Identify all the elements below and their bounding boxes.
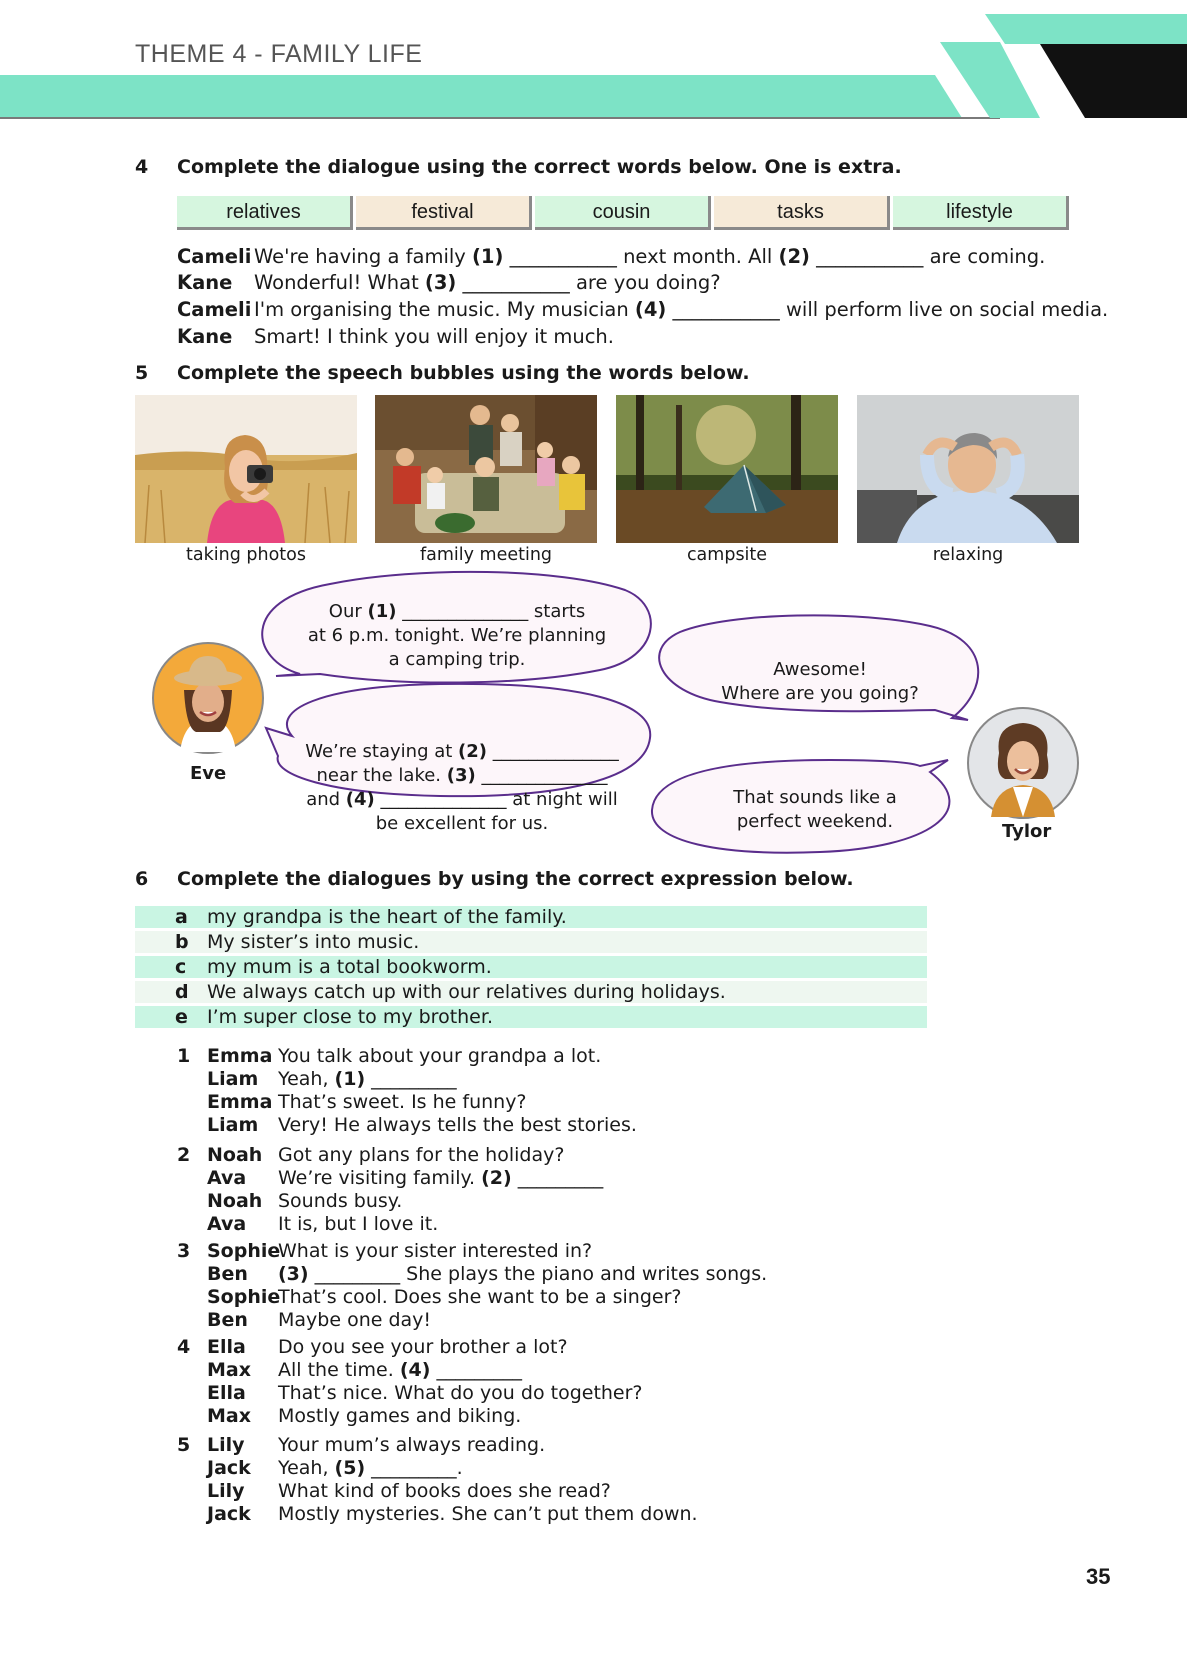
dialogue-speaker: Ben xyxy=(207,1309,248,1331)
eve-name: Eve xyxy=(190,763,227,784)
ex5-number: 5 xyxy=(135,362,149,384)
expression-e: e I’m super close to my brother. xyxy=(135,1006,927,1028)
dialogue-line: That’s cool. Does she want to be a singer? xyxy=(278,1286,682,1308)
dialogue-speaker: Liam xyxy=(207,1114,259,1136)
ex4-line-2: Kane Wonderful! What (3) ___________ are you doing? xyxy=(177,271,721,294)
dialogue-speaker: Emma xyxy=(207,1091,273,1113)
dialogue-line: Maybe one day! xyxy=(278,1309,432,1331)
dialogue-speaker: Noah xyxy=(207,1190,263,1212)
dialogue-line: Sounds busy. xyxy=(278,1190,403,1212)
caption-campsite: campsite xyxy=(686,545,768,565)
ex4-instruction: Complete the dialogue using the correct words below. One is extra. xyxy=(177,156,902,178)
word-box-festival: festival xyxy=(356,196,532,230)
header-band xyxy=(0,75,962,118)
header-dark-block xyxy=(1040,44,1187,118)
expression-d: d We always catch up with our relatives during holidays. xyxy=(135,981,927,1003)
dialogue-line: Got any plans for the holiday? xyxy=(278,1144,565,1166)
bubble-1-text: Our (1) ______________ starts at 6 p.m. tonight. We’re planning a camping trip. xyxy=(307,601,607,670)
ex6-instruction: Complete the dialogues by using the correct expression below. xyxy=(177,868,854,890)
dialogue-line: It is, but I love it. xyxy=(278,1213,439,1235)
caption-family-meeting: family meeting xyxy=(419,545,553,565)
expression-a: a my grandpa is the heart of the family. xyxy=(135,906,927,928)
expression-b: b My sister’s into music. xyxy=(135,931,927,953)
word-box-cousin: cousin xyxy=(535,196,711,230)
speaker: Kane xyxy=(177,325,233,348)
dialogue-speaker: Emma xyxy=(207,1045,273,1067)
dialogue-speaker: Max xyxy=(207,1405,251,1427)
theme-title: THEME 4 - FAMILY LIFE xyxy=(135,40,423,68)
dialogue-speaker: Ella xyxy=(207,1336,246,1358)
word-box-relatives: relatives xyxy=(177,196,353,230)
photo-family-meeting xyxy=(375,395,597,543)
header-stripe xyxy=(940,42,1040,118)
dialogue-speaker: Lily xyxy=(207,1480,245,1502)
dialogue-line: We’re visiting family. (2) _________ xyxy=(278,1167,604,1189)
dialogue-speaker: Ben xyxy=(207,1263,248,1285)
dialogue-line: What kind of books does she read? xyxy=(278,1480,611,1502)
ex5-instruction: Complete the speech bubbles using the words below. xyxy=(177,362,750,384)
dialogue-number: 3 xyxy=(177,1240,191,1262)
dialogue-speaker: Sophie xyxy=(207,1240,281,1262)
dialogue-speaker: Ava xyxy=(207,1213,247,1235)
dialogue-line: Yeah, (1) _________ xyxy=(278,1068,457,1090)
ex4-number: 4 xyxy=(135,156,149,178)
dialogue-speaker: Jack xyxy=(207,1457,251,1479)
speaker: Cameli xyxy=(177,298,252,321)
bubble-2-text: Awesome! Where are you going? xyxy=(721,659,919,704)
dialogue-number: 2 xyxy=(177,1144,191,1166)
expression-c: c my mum is a total bookworm. xyxy=(135,956,927,978)
dialogue-line: Mostly mysteries. She can’t put them down. xyxy=(278,1503,698,1525)
dialogue-line: That’s nice. What do you do together? xyxy=(278,1382,643,1404)
dialogue-speaker: Ella xyxy=(207,1382,246,1404)
eve-avatar xyxy=(150,640,266,756)
bubble-4-text: That sounds like a perfect weekend. xyxy=(733,787,897,832)
photo-relaxing xyxy=(857,395,1079,543)
header-top-stripe xyxy=(985,14,1187,44)
bubble-3-text: We’re staying at (2) ______________ near the lake. (3) ______________ and (4) ______________ at night will be excellent for us. xyxy=(305,741,619,834)
dialogue-line: That’s sweet. Is he funny? xyxy=(278,1091,527,1113)
page-number: 35 xyxy=(1086,1564,1111,1589)
speaker: Cameli xyxy=(177,245,252,268)
ex4-line-4: Kane Smart! I think you will enjoy it much. xyxy=(177,325,614,348)
photo-taking-photos xyxy=(135,395,357,543)
dialogue-speaker: Max xyxy=(207,1359,251,1381)
ex4-line-1: Cameli We're having a family (1) ___________ next month. All (2) ___________ are coming. xyxy=(177,245,1046,268)
dialogue-line: Yeah, (5) _________. xyxy=(278,1457,463,1479)
photo-campsite xyxy=(616,395,838,543)
dialogue-speaker: Jack xyxy=(207,1503,251,1525)
dialogue-line: You talk about your grandpa a lot. xyxy=(278,1045,602,1067)
dialogue-number: 5 xyxy=(177,1434,191,1456)
tylor-avatar xyxy=(965,705,1081,821)
dialogue-line: (3) _________ She plays the piano and writes songs. xyxy=(278,1263,768,1285)
dialogue-speaker: Liam xyxy=(207,1068,259,1090)
dialogue-line: Your mum’s always reading. xyxy=(278,1434,546,1456)
ex6-number: 6 xyxy=(135,868,149,890)
dialogue-speaker: Sophie xyxy=(207,1286,281,1308)
word-box-lifestyle: lifestyle xyxy=(893,196,1069,230)
speaker: Kane xyxy=(177,271,233,294)
caption-taking-photos: taking photos xyxy=(186,545,306,565)
dialogue-number: 1 xyxy=(177,1045,191,1067)
dialogue-line: Mostly games and biking. xyxy=(278,1405,522,1427)
dialogue-line: Very! He always tells the best stories. xyxy=(278,1114,637,1136)
dialogue-speaker: Noah xyxy=(207,1144,263,1166)
word-box-tasks: tasks xyxy=(714,196,890,230)
tylor-name: Tylor xyxy=(1002,821,1052,842)
caption-relaxing: relaxing xyxy=(932,545,1004,565)
dialogue-speaker: Ava xyxy=(207,1167,247,1189)
dialogue-line: All the time. (4) _________ xyxy=(278,1359,522,1381)
dialogue-line: What is your sister interested in? xyxy=(278,1240,593,1262)
dialogue-line: Do you see your brother a lot? xyxy=(278,1336,568,1358)
dialogue-speaker: Lily xyxy=(207,1434,245,1456)
dialogue-number: 4 xyxy=(177,1336,191,1358)
ex4-line-3: Cameli I'm organising the music. My musician (4) ___________ will perform live on social media. xyxy=(177,298,1109,321)
